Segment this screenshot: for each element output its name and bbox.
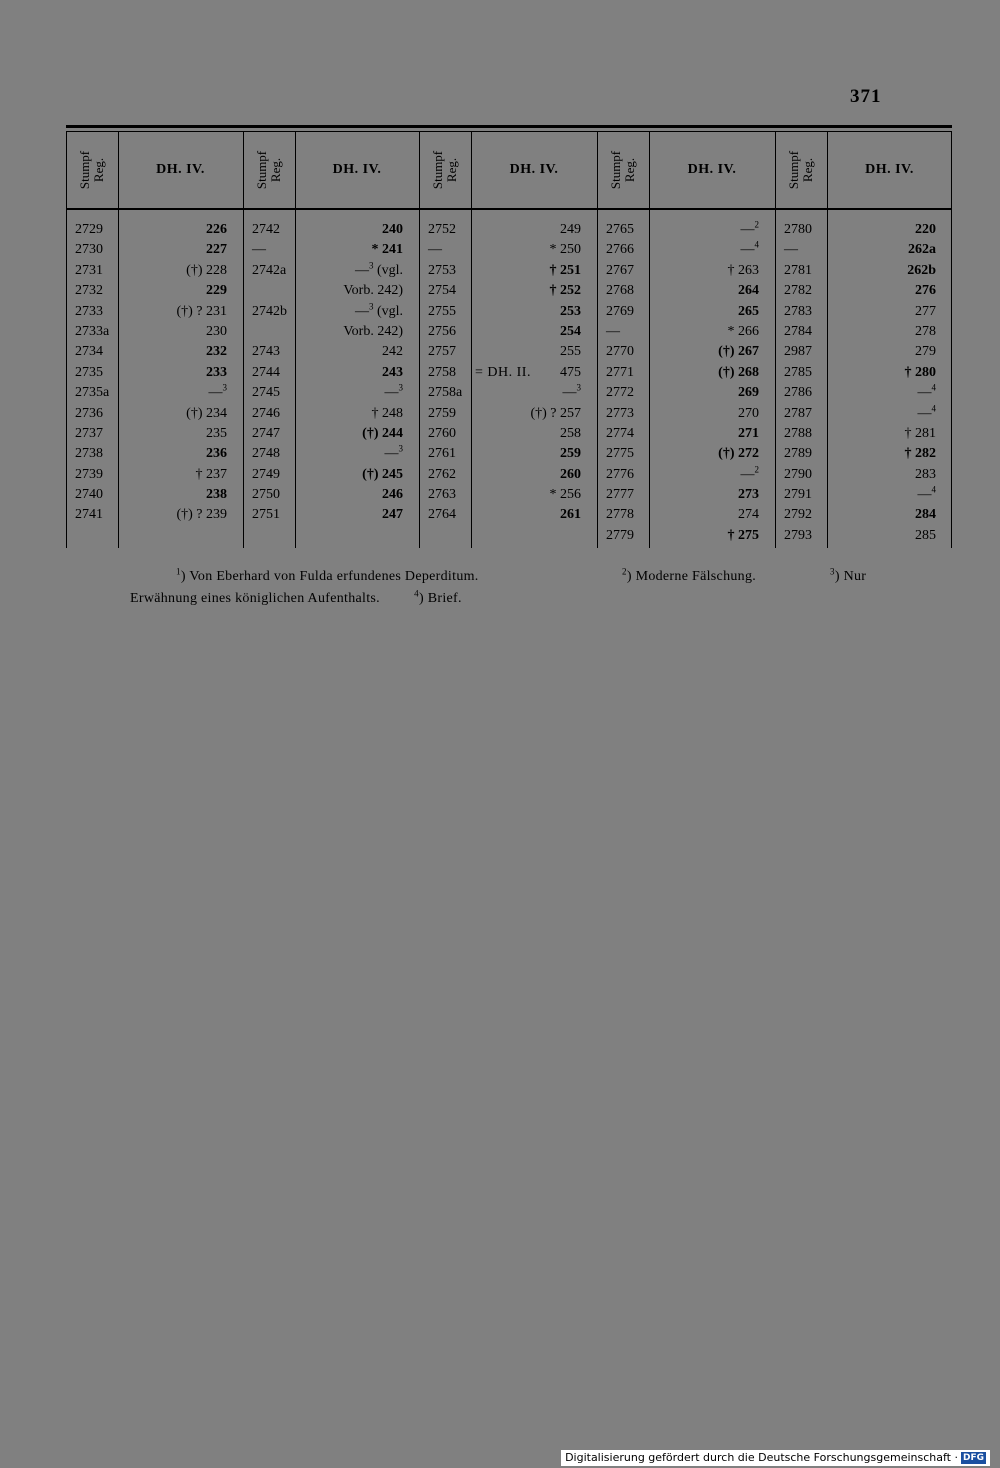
table-row (775, 383, 952, 403)
table-row (597, 465, 775, 485)
header-stumpf-label: Stumpf (607, 150, 623, 190)
dfg-footer (561, 1450, 990, 1466)
table-row (775, 281, 952, 301)
dh-reference: 279 (915, 344, 936, 360)
table-row (419, 485, 597, 505)
dh-reference: 240 (382, 222, 403, 237)
table-row (243, 444, 419, 464)
table-row (419, 383, 597, 403)
table-row (597, 505, 775, 525)
table-row (775, 363, 952, 383)
dh-reference: * 256 (549, 487, 581, 503)
stumpf-number: 2787 (784, 405, 812, 421)
dh-reference: 277 (915, 303, 936, 319)
stumpf-number: 2779 (606, 527, 634, 543)
stumpf-number: 2773 (606, 405, 634, 421)
dh-reference: 254 (560, 323, 581, 339)
stumpf-number: 2769 (606, 303, 634, 319)
table-row (597, 302, 775, 322)
stumpf-number: 2743 (252, 344, 280, 360)
dh-reference: Vorb. 242) (343, 283, 403, 299)
stumpf-number: 2739 (75, 466, 103, 482)
dh-reference: 265 (738, 303, 759, 319)
register-table (66, 125, 952, 548)
footnote-marker: 2 (754, 464, 759, 475)
equivalence-note: = DH. II. (475, 364, 531, 380)
stumpf-number: 2789 (784, 446, 812, 462)
table-row (66, 505, 243, 525)
header-rule (66, 208, 243, 210)
table-row (66, 363, 243, 383)
stumpf-number: 2776 (606, 466, 634, 482)
dh-reference: 238 (206, 487, 227, 503)
table-row (597, 363, 775, 383)
footnote-marker: 3 (398, 382, 403, 393)
stumpf-number: 2750 (252, 487, 280, 503)
stumpf-number: 2748 (252, 446, 280, 462)
dh-reference: (†) 272 (718, 446, 759, 462)
dh-reference: (†) ? 239 (176, 507, 227, 523)
table-row (419, 363, 597, 383)
stumpf-number: 2744 (252, 364, 280, 380)
header-reg-label: Reg. (443, 157, 459, 183)
dh-reference: 232 (206, 344, 227, 360)
table-row (243, 404, 419, 424)
table-row (775, 526, 952, 546)
table-row (419, 424, 597, 444)
dh-reference: —$^2$ (740, 464, 759, 482)
stumpf-number: 2783 (784, 303, 812, 319)
dh-reference: —$^3$ (208, 382, 227, 401)
row-list (243, 220, 419, 526)
table-row (243, 302, 419, 322)
dh-reference: 249 (560, 222, 581, 237)
table-row (419, 505, 597, 525)
dh-reference: * 250 (549, 242, 581, 258)
header-reg-label: Reg. (621, 157, 637, 183)
footer-text: Digitalisierung gefördert durch die Deutsche Forschungsgemeinschaft · (565, 1451, 958, 1464)
page-number: 371 (850, 86, 882, 107)
dh-reference: 262b (907, 262, 936, 278)
dh-reference: (†) 245 (362, 466, 403, 482)
dh-reference: † 281 (904, 425, 936, 441)
table-row (775, 322, 952, 342)
table-row (597, 220, 775, 240)
table-row (419, 281, 597, 301)
table-row (66, 424, 243, 444)
header-rule (775, 208, 952, 210)
table-row (597, 261, 775, 281)
dh-reference: 285 (915, 527, 936, 543)
stumpf-number: 2731 (75, 262, 103, 278)
header-stumpf-label: Stumpf (253, 150, 269, 190)
dh-reference: 258 (560, 425, 581, 441)
table-row (419, 302, 597, 322)
stumpf-number: 2784 (784, 323, 812, 339)
table-row (243, 383, 419, 403)
stumpf-number: 2745 (252, 385, 280, 401)
dh-reference: 259 (560, 446, 581, 462)
table-row (597, 424, 775, 444)
dh-reference: 220 (915, 222, 936, 237)
stumpf-number: 2740 (75, 487, 103, 503)
dh-reference: 261 (560, 507, 581, 523)
column-group-3 (419, 132, 597, 548)
dh-reference: 235 (206, 425, 227, 441)
stumpf-number: 2766 (606, 242, 634, 258)
stumpf-number: 2768 (606, 283, 634, 299)
dh-reference: (†) 268 (718, 364, 759, 380)
table-row (66, 240, 243, 260)
footnote-continuation: Erwähnung eines königlichen Aufenthalts. $^4$) Brief. (130, 588, 462, 606)
stumpf-number: 2772 (606, 385, 634, 401)
dh-reference: —$^3$ (vgl. (354, 260, 403, 278)
table-row (775, 220, 952, 240)
stumpf-number: 2742 (252, 222, 280, 237)
dh-reference: 283 (915, 466, 936, 482)
stumpf-number: 2791 (784, 487, 812, 503)
stumpf-number: 2765 (606, 222, 634, 237)
dh-reference: † 248 (371, 405, 403, 421)
dh-reference: (†) 244 (362, 425, 403, 441)
table-row (419, 322, 597, 342)
table-row (243, 485, 419, 505)
dh-reference: 255 (560, 344, 581, 360)
dh-reference: —$^4$ (740, 239, 759, 258)
dh-reference: (†) ? 231 (176, 303, 227, 319)
stumpf-number: 2762 (428, 466, 456, 482)
table-row (243, 465, 419, 485)
footnote-marker: 4 (931, 402, 936, 413)
table-row (243, 505, 419, 525)
footnote-marker: 3 (222, 382, 227, 393)
table-row (597, 342, 775, 362)
stumpf-number: 2760 (428, 425, 456, 441)
table-row (66, 404, 243, 424)
dh-reference: 229 (206, 283, 227, 299)
dh-reference: 273 (738, 487, 759, 503)
table-row (419, 444, 597, 464)
stumpf-number: 2780 (784, 222, 812, 237)
dh-reference: 475 (560, 364, 581, 380)
table-row (243, 281, 419, 301)
footnote-marker: 2 (754, 219, 759, 230)
stumpf-number: 2735a (75, 385, 110, 401)
dh-reference: 233 (206, 364, 227, 380)
stumpf-number: 2763 (428, 487, 456, 503)
column-group-2 (243, 132, 419, 548)
dfg-logo: DFG (962, 1453, 984, 1463)
stumpf-number: 2737 (75, 425, 103, 441)
table-row (419, 342, 597, 362)
table-row (775, 424, 952, 444)
table-row (66, 383, 243, 403)
stumpf-number: 2741 (75, 507, 103, 523)
table-row (597, 404, 775, 424)
header-dh-iv: DH. IV. (865, 162, 914, 177)
stumpf-number: 2746 (252, 405, 280, 421)
dh-reference: 271 (738, 425, 759, 441)
dh-reference: 227 (206, 242, 227, 258)
row-list (597, 220, 775, 546)
dh-reference: —$^4$ (917, 402, 936, 421)
stumpf-number: 2733 (75, 303, 103, 319)
header-reg-label: Reg. (90, 157, 106, 183)
table-row (775, 505, 952, 525)
dh-reference: (†) 234 (186, 405, 227, 421)
stumpf-number: 2738 (75, 446, 103, 462)
dh-reference: † 280 (904, 364, 936, 380)
header-dh-iv: DH. IV. (332, 162, 382, 177)
header-stumpf-label: Stumpf (76, 150, 92, 190)
stumpf-number: 2757 (428, 344, 456, 360)
table-row (597, 281, 775, 301)
table-row (66, 342, 243, 362)
table-row (775, 240, 952, 260)
stumpf-number: 2732 (75, 283, 103, 299)
stumpf-number: 2777 (606, 487, 634, 503)
table-row (597, 485, 775, 505)
stumpf-number: 2759 (428, 405, 456, 421)
dh-reference: 226 (206, 222, 227, 237)
stumpf-number: 2790 (784, 466, 812, 482)
dh-reference: † 282 (904, 446, 936, 462)
stumpf-number: 2756 (428, 323, 456, 339)
row-list (775, 220, 952, 546)
header-dh-iv: DH. IV. (687, 162, 737, 177)
stumpf-number: 2734 (75, 344, 103, 360)
dh-reference: 269 (738, 385, 759, 401)
dh-reference: 230 (206, 323, 227, 339)
table-row (775, 485, 952, 505)
dh-reference: 284 (915, 507, 936, 523)
table-row (775, 444, 952, 464)
footnote-1: $^1$) Von Eberhard von Fulda erfundenes Deperditum. (176, 566, 479, 584)
dh-reference: 278 (915, 323, 936, 339)
footnote-marker: 3 (368, 260, 374, 271)
header-stumpf-reg (775, 132, 827, 208)
dh-reference: (†) ? 257 (530, 405, 581, 421)
footnote-2: $^2$) Moderne Fälschung. (622, 566, 757, 584)
dh-reference: —$^3$ (384, 443, 403, 462)
table-row (775, 261, 952, 281)
table-row (243, 424, 419, 444)
table-row (775, 465, 952, 485)
header-stumpf-label: Stumpf (785, 150, 801, 190)
table-row (419, 404, 597, 424)
header-stumpf-reg (66, 132, 118, 208)
header-stumpf-reg (243, 132, 295, 208)
dh-reference: 276 (915, 283, 936, 299)
header-stumpf-label: Stumpf (429, 150, 445, 190)
table-row (419, 261, 597, 281)
dh-reference: —$^3$ (384, 382, 403, 401)
footnote-marker: 4 (931, 484, 936, 495)
stumpf-number: 2793 (784, 527, 812, 543)
stumpf-number: 2755 (428, 303, 456, 319)
stumpf-number: — (428, 242, 442, 258)
column-group-4 (597, 132, 775, 548)
table-row (66, 485, 243, 505)
column-group-1 (66, 132, 243, 548)
dh-reference: * 266 (727, 323, 759, 339)
header-reg-label: Reg. (267, 157, 283, 183)
table-row (775, 342, 952, 362)
dh-reference: † 251 (549, 262, 581, 278)
table-row (775, 404, 952, 424)
stumpf-number: 2770 (606, 344, 634, 360)
stumpf-number: 2761 (428, 446, 456, 462)
stumpf-number: 2753 (428, 262, 456, 278)
dh-reference: 247 (382, 507, 403, 523)
dh-reference: 243 (382, 364, 403, 380)
row-list (66, 220, 243, 526)
stumpf-number: — (606, 323, 620, 339)
table-row (419, 220, 597, 240)
header-rule (419, 208, 597, 210)
stumpf-number: 2987 (784, 344, 812, 360)
header-rule (597, 208, 775, 210)
dh-reference: † 263 (727, 262, 759, 278)
dh-reference: —$^3$ (562, 382, 581, 401)
dh-reference: 242 (382, 344, 403, 360)
dh-reference: (†) 267 (718, 344, 759, 360)
dh-reference: † 237 (195, 466, 227, 482)
footnote-marker: 3 (576, 382, 581, 393)
stumpf-number: 2752 (428, 222, 456, 237)
table-row (775, 302, 952, 322)
dh-reference: * 241 (371, 242, 403, 258)
table-row (66, 302, 243, 322)
dh-reference: —$^3$ (vgl. (354, 300, 403, 319)
dh-reference: (†) 228 (186, 262, 227, 278)
header-stumpf-reg (597, 132, 649, 208)
footnote-3: $^3$) Nur (830, 566, 867, 584)
stumpf-number: 2747 (252, 425, 280, 441)
stumpf-number: 2742b (252, 303, 287, 319)
table-row (66, 281, 243, 301)
dh-reference: 260 (560, 466, 581, 482)
table-row (597, 526, 775, 546)
table-row (243, 220, 419, 240)
dh-reference: 253 (560, 303, 581, 319)
header-rule (243, 208, 419, 210)
dh-reference: 274 (738, 507, 759, 523)
stumpf-number: 2729 (75, 222, 103, 237)
dh-reference: † 252 (549, 283, 581, 299)
table-row (243, 342, 419, 362)
stumpf-number: 2767 (606, 262, 634, 278)
stumpf-number: 2730 (75, 242, 103, 258)
header-stumpf-reg (419, 132, 471, 208)
stumpf-number: — (252, 242, 266, 258)
stumpf-number: 2742a (252, 262, 287, 278)
dh-reference: 264 (738, 283, 759, 299)
column-group-5 (775, 132, 952, 548)
stumpf-number: 2749 (252, 466, 280, 482)
stumpf-number: 2771 (606, 364, 634, 380)
stumpf-number: 2735 (75, 364, 103, 380)
footnote-marker: 4 (931, 382, 936, 393)
table-row (66, 322, 243, 342)
table-row (597, 444, 775, 464)
stumpf-number: 2774 (606, 425, 634, 441)
dh-reference: —$^4$ (917, 484, 936, 503)
stumpf-number: 2792 (784, 507, 812, 523)
table-row (419, 465, 597, 485)
stumpf-number: 2786 (784, 385, 812, 401)
stumpf-number: 2751 (252, 507, 280, 523)
stumpf-number: 2788 (784, 425, 812, 441)
dh-reference: 270 (738, 405, 759, 421)
footnote-marker: 3 (368, 300, 374, 311)
stumpf-number: 2754 (428, 283, 456, 299)
dh-reference: † 275 (727, 527, 759, 543)
table-row (66, 444, 243, 464)
dh-reference: 246 (382, 487, 403, 503)
stumpf-number: 2781 (784, 262, 812, 278)
stumpf-number: 2778 (606, 507, 634, 523)
stumpf-number: 2733a (75, 323, 110, 339)
table-row (243, 322, 419, 342)
footnote-marker: 4 (754, 239, 759, 250)
header-dh-iv: DH. IV. (509, 162, 559, 177)
table-row (66, 465, 243, 485)
stumpf-number: 2758a (428, 385, 463, 401)
stumpf-number: 2785 (784, 364, 812, 380)
stumpf-number: 2782 (784, 283, 812, 299)
table-row (597, 240, 775, 260)
stumpf-number: 2775 (606, 446, 634, 462)
stumpf-number: 2758 (428, 364, 456, 380)
table-row (419, 240, 597, 260)
table-row (243, 240, 419, 260)
table-row (597, 322, 775, 342)
dh-reference: —$^2$ (740, 219, 759, 237)
header-reg-label: Reg. (799, 157, 815, 183)
table-row (597, 383, 775, 403)
table-row (243, 363, 419, 383)
table-row (66, 220, 243, 240)
stumpf-number: 2736 (75, 405, 103, 421)
footnote-marker: 3 (398, 443, 403, 454)
table-row (66, 261, 243, 281)
dh-reference: Vorb. 242) (343, 323, 403, 339)
dh-reference: 236 (206, 446, 227, 462)
dh-reference: 262a (908, 242, 936, 258)
stumpf-number: 2764 (428, 507, 456, 523)
header-dh-iv: DH. IV. (156, 162, 205, 177)
dh-reference: —$^4$ (917, 382, 936, 401)
row-list (419, 220, 597, 526)
stumpf-number: — (784, 242, 798, 258)
table-row (243, 261, 419, 281)
